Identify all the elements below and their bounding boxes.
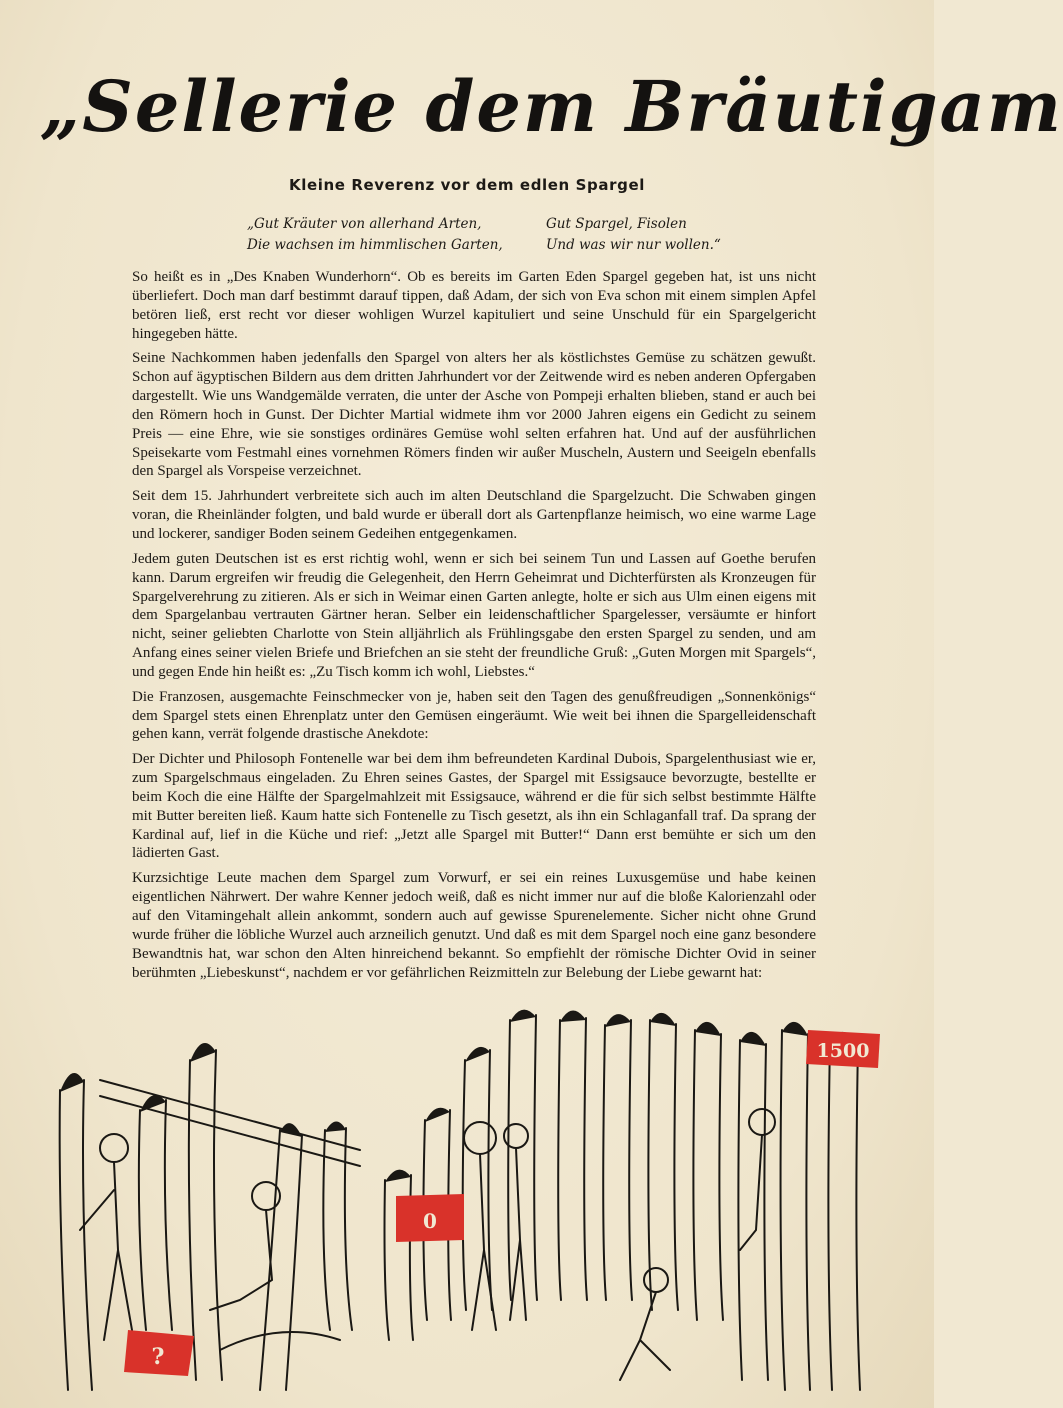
- verse-line: Und was wir nur wollen.“: [546, 237, 721, 253]
- adam-figure-head: [100, 1134, 128, 1162]
- flag-label: 0: [423, 1209, 437, 1233]
- body-paragraph: Seine Nachkommen haben jedenfalls den Spargel von alters her als köstlichstes Gemüse zu schätzen gewußt. Schon auf ägyptischen Bildern aus dem dritten Jahrhundert vor der Zeitwende wird es neben anderen Opfergaben dargestellt. Wie uns Wandgemälde verraten, die unter der Asche von Pompeji erhalten blieben, stand er auch bei den Römern hoch in Gunst. Der Dichter Martial widmete ihm vor 2000 Jahren eigens ein Gedicht zu seinem Preis — eine Ehre, wie sie sonstiges ordinäres Gemüse wohl selten erfahren hat. Und auf der ausführlichen Speisekarte vom Festmahl eines vornehmen Römers finden wir außer Muscheln, Austern und Seeigeln ebenfalls den Spargel als Vorspeise verzeichnet.: [132, 350, 816, 480]
- verse-line: „Gut Kräuter von allerhand Arten,: [247, 216, 482, 232]
- body-paragraph: So heißt es in „Des Knaben Wunderhorn“. Ob es bereits im Garten Eden Spargel gegeben hat, ist uns nicht überliefert. Doch man darf bestimmt darauf tippen, daß Adam, der sich von Eva schon mit einem simplen Apfel betören ließ, erst recht vor dieser wohligen Wurzel kapituliert und seine Unschuld für ein Spargelgericht hingegeben hätte.: [132, 269, 816, 342]
- body-paragraph: Der Dichter und Philosoph Fontenelle war bei dem ihm befreundeten Kardinal Dubois, Spargelenthusiast wie er, zum Spargelschmaus eingeladen. Zu Ehren seines Gastes, der Spargel mit Essigsauce bevorzugte, bestellte er beim Koch die eine Hälfte der Spargelmahlzeit mit Essigsauce, während er die für sich selbst bestimmte Hälfte mit Butter bereiten ließ. Kaum hatte sich Fontenelle zu Tisch gesetzt, als ihn ein Schlaganfall traf. Da sprang der Kardinal auf, lief in die Küche und rief: „Jetzt alle Spargel mit Butter!“ Dann erst bemühte er sich um den lädierten Gast.: [132, 751, 816, 862]
- asparagus-spear: [60, 1080, 92, 1390]
- flag-label: 1500: [816, 1040, 870, 1062]
- asparagus-spear: [781, 1030, 810, 1390]
- asparagus-spear: [603, 1020, 632, 1300]
- flag-1500: [806, 1030, 880, 1068]
- asparagus-spear: [738, 1040, 768, 1380]
- body-paragraph: Kurzsichtige Leute machen dem Spargel zum Vorwurf, er sei ein reines Luxusgemüse und habe keinen eigentlichen Nährwert. Der wahre Kenner jedoch weiß, daß es nicht immer nur auf die bloße Kalorienzahl oder auf den Vitamingehalt allein ankommt, sondern auch auf gewisse Spurenelemente. Sicher nicht ohne Grund wurde früher die löbliche Wurzel auch arzneilich genutzt. Und daß es mit dem Spargel noch eine ganz besondere Bewandtnis hat, war schon den Alten hinreichend bekannt. So empfiehlt der römische Dichter Ovid in seiner berühmten „Liebeskunst“, nachdem er vor gefährlichen Reizmitteln zur Belebung der Liebe gewarnt hat:: [132, 870, 816, 981]
- verse-left-column: [247, 214, 503, 256]
- lady-figure: [740, 1135, 762, 1250]
- asparagus-spear: [139, 1100, 172, 1330]
- article-body: [132, 268, 816, 988]
- flag-zero: [396, 1194, 464, 1242]
- verse-line: Gut Spargel, Fisolen: [546, 216, 687, 232]
- article-subtitle: Kleine Reverenz vor dem edlen Spargel: [289, 176, 645, 194]
- minstrel-figure: [620, 1292, 670, 1380]
- asparagus-spear: [189, 1050, 222, 1380]
- asparagus-lying: [220, 1332, 340, 1350]
- asparagus-illustration: [40, 1000, 920, 1400]
- asparagus-spear: [648, 1020, 678, 1310]
- flag-label: ?: [151, 1344, 165, 1370]
- body-paragraph: Seit dem 15. Jahrhundert verbreitete sich auch im alten Deutschland die Spargelzucht. Die Schwaben gingen voran, die Rheinländer folgten, und bald wurde er überall dort als Gartenpflanze heimisch, wo eine warme Lage und lockerer, sandiger Boden seinem Gedeihen entgegenkamen.: [132, 488, 816, 542]
- asparagus-spear: [508, 1015, 537, 1300]
- verse-right-column: [546, 214, 721, 256]
- minstrel-head: [644, 1268, 668, 1292]
- roman-figure-head: [464, 1122, 496, 1154]
- article-title: „Sellerie dem Bräutigam: [40, 65, 1063, 148]
- asparagus-spear: [828, 1040, 860, 1390]
- body-paragraph: Die Franzosen, ausgemachte Feinschmecker von je, haben seit den Tagen des genußfreudigen „Sonnenkönigs“ dem Spargel stets einen Ehrenplatz unter den Gemüsen eingeräumt. Wie weit bei ihnen die Spargelleidenschaft gehen kann, verrät folgende drastische Anekdote:: [132, 688, 816, 743]
- asparagus-spear: [558, 1018, 587, 1300]
- body-paragraph: Jedem guten Deutschen ist es erst richtig wohl, wenn er sich bei seinem Tun und Lassen auf Goethe berufen kann. Darum ergreifen wir freudig die Gelegenheit, den Herrn Geheimrat und Dichterfürsten als Kronzeugen für Spargelverehrung zu zitieren. Als er sich in Weimar einen Garten anlegte, holte er sich aus Ulm einen eigens mit dem Spargelanbau vertrauten Gärtner heran. Selber ein leidenschaftlicher Spargelesser, versäumte er hinfort nicht, seiner geliebten Charlotte von Stein alljährlich als Frühlingsgabe den ersten Spargel zu senden, und am Anfang eines seiner vielen Briefe und Briefchen an sie steht der freundliche Gruß: „Guten Morgen mit Spargels“, und gegen Ende hin heißt es: „Zu Tisch komm ich wohl, Liebstes.“: [132, 550, 816, 680]
- eve-figure: [210, 1210, 272, 1310]
- roman-figure: [472, 1154, 496, 1330]
- verse-line: Die wachsen im himmlischen Garten,: [247, 237, 503, 253]
- asparagus-spear: [260, 1130, 302, 1390]
- lady-figure-head: [749, 1109, 775, 1135]
- flag-question: [124, 1330, 194, 1376]
- asparagus-spear: [693, 1030, 723, 1320]
- roman-woman: [510, 1148, 526, 1320]
